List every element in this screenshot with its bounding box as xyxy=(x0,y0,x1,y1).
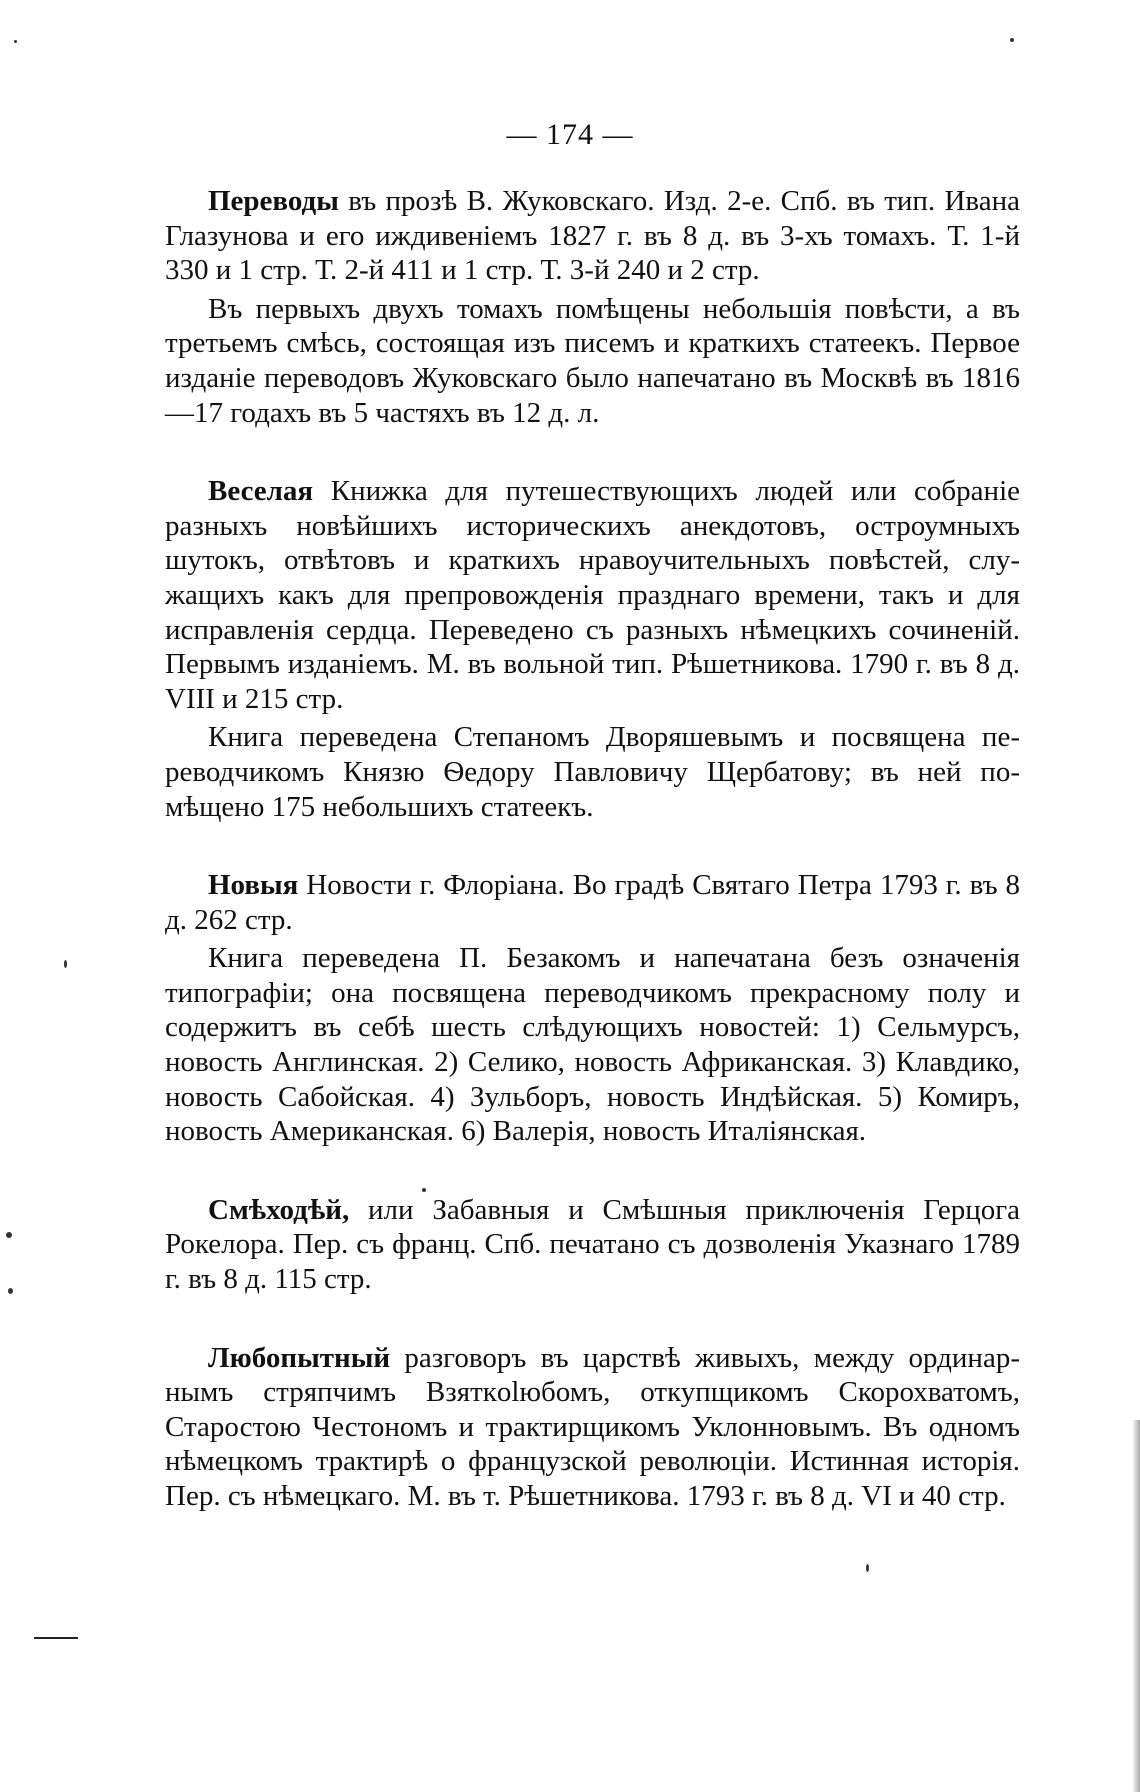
entry-perevody xyxy=(165,184,1020,430)
page-edge-shadow xyxy=(1132,1420,1140,1792)
headword: Смѣходѣй, xyxy=(208,1193,350,1226)
entry-text: Книжка для путешествующихъ людей или собраніе разныхъ новѣйшихъ историческихъ анекдотовъ, остроумныхъ шутокъ, отвѣтовъ и краткихъ нравоучительныхъ повѣстей, служащихъ какъ для препровожденія празднаго времени, такъ и для исправленія сердца. Переведено съ разныхъ нѣмецкихъ сочиненій. Первымъ изданіемъ. М. въ вольной тип. Рѣшетникова. 1790 г. въ 8 д. VIII и 215 стр. xyxy=(165,475,1021,715)
entry-text: Новости г. Флоріана. Во градѣ Святаго Петра 1793 г. въ 8 д. 262 стр. xyxy=(165,869,1021,936)
entry-lyubopytny xyxy=(165,1341,1020,1514)
headword: Новыя xyxy=(208,869,299,902)
headword: Веселая xyxy=(208,475,314,508)
scan-speck xyxy=(14,40,17,43)
page-content xyxy=(165,184,1020,1558)
scan-speck xyxy=(422,1188,426,1192)
entry-text: разговоръ въ царствѣ живыхъ, между ординарнымъ стряпчимъ Взяткolюбомъ, откупщикомъ Скорохватомъ, Старостою Честономъ и трактирщикомъ Уклонновымъ. Въ одномъ нѣмецкомъ трактирѣ о французской революціи. Истинная исторія. Пер. съ нѣмецкаго. М. въ т. Рѣшетникова. 1793 г. въ 8 д. VI и 40 стр. xyxy=(165,1341,1020,1512)
headword: Любопытный xyxy=(208,1341,391,1374)
entry-text: въ прозѣ В. Жуковскаго. Изд. 2-е. Спб. въ тип. Ивана Глазунова и его иждивеніемъ 1827 г. въ 8 д. въ 3-хъ томахъ. Т. 1-й 330 и 1 стр. Т. 2-й 411 и 1 стр. Т. 3-й 240 и 2 стр. xyxy=(165,185,1021,287)
entry-paragraph: Книга переведена П. Безакомъ и напечатана безъ означенія типографіи; она посвящена переводчикомъ прекрасному полу и содержитъ въ себѣ шесть слѣдующихъ новостей: 1) Сельмурсъ, новость Англинская. 2) Селико, новость Африканская. 3) Клавдико, новость Сабойская. 4) Зульборъ, новость Индѣйская. 5) Комиръ, новость Американская. 6) Валерія, новость Италіянская. xyxy=(165,942,1020,1148)
scan-speck xyxy=(8,1288,13,1294)
entry-text: или Забавныя и Смѣшныя приключенія Герцога Рокелора. Пер. съ франц. Спб. печатано съ дозволенія Указнаго 1789 г. въ 8 д. 115 стр. xyxy=(165,1193,1021,1296)
entry-paragraph xyxy=(165,868,1020,937)
scan-dash xyxy=(34,1637,78,1639)
entry-novyya xyxy=(165,868,1020,1149)
entry-veselaya xyxy=(165,474,1020,824)
scan-speck xyxy=(1010,38,1014,42)
entry-paragraph: Книга переведена Степаномъ Дворяшевымъ и посвящена переводчикомъ Князю Ѳедору Павловичу Щербатову; въ ней помѣщено 175 небольшихъ статеекъ. xyxy=(165,721,1020,823)
scan-speck xyxy=(6,1232,12,1238)
page-number: — 174 — xyxy=(506,118,634,151)
entry-paragraph: Въ первыхъ двухъ томахъ помѣщены небольшія повѣсти, а въ третьемъ смѣсь, состоящая изъ писемъ и краткихъ статеекъ. Первое изданіе переводовъ Жуковскаго было напечатано въ Москвѣ въ 1816—17 годахъ въ 5 частяхъ въ 12 д. л. xyxy=(165,292,1020,429)
entry-paragraph xyxy=(165,1193,1020,1297)
entry-paragraph xyxy=(165,1341,1020,1514)
entry-paragraph xyxy=(165,184,1020,288)
scan-speck xyxy=(64,960,67,968)
entry-smekhodey xyxy=(165,1193,1020,1297)
scan-speck xyxy=(866,1564,869,1572)
entry-paragraph xyxy=(165,474,1020,716)
headword: Переводы xyxy=(208,185,339,217)
